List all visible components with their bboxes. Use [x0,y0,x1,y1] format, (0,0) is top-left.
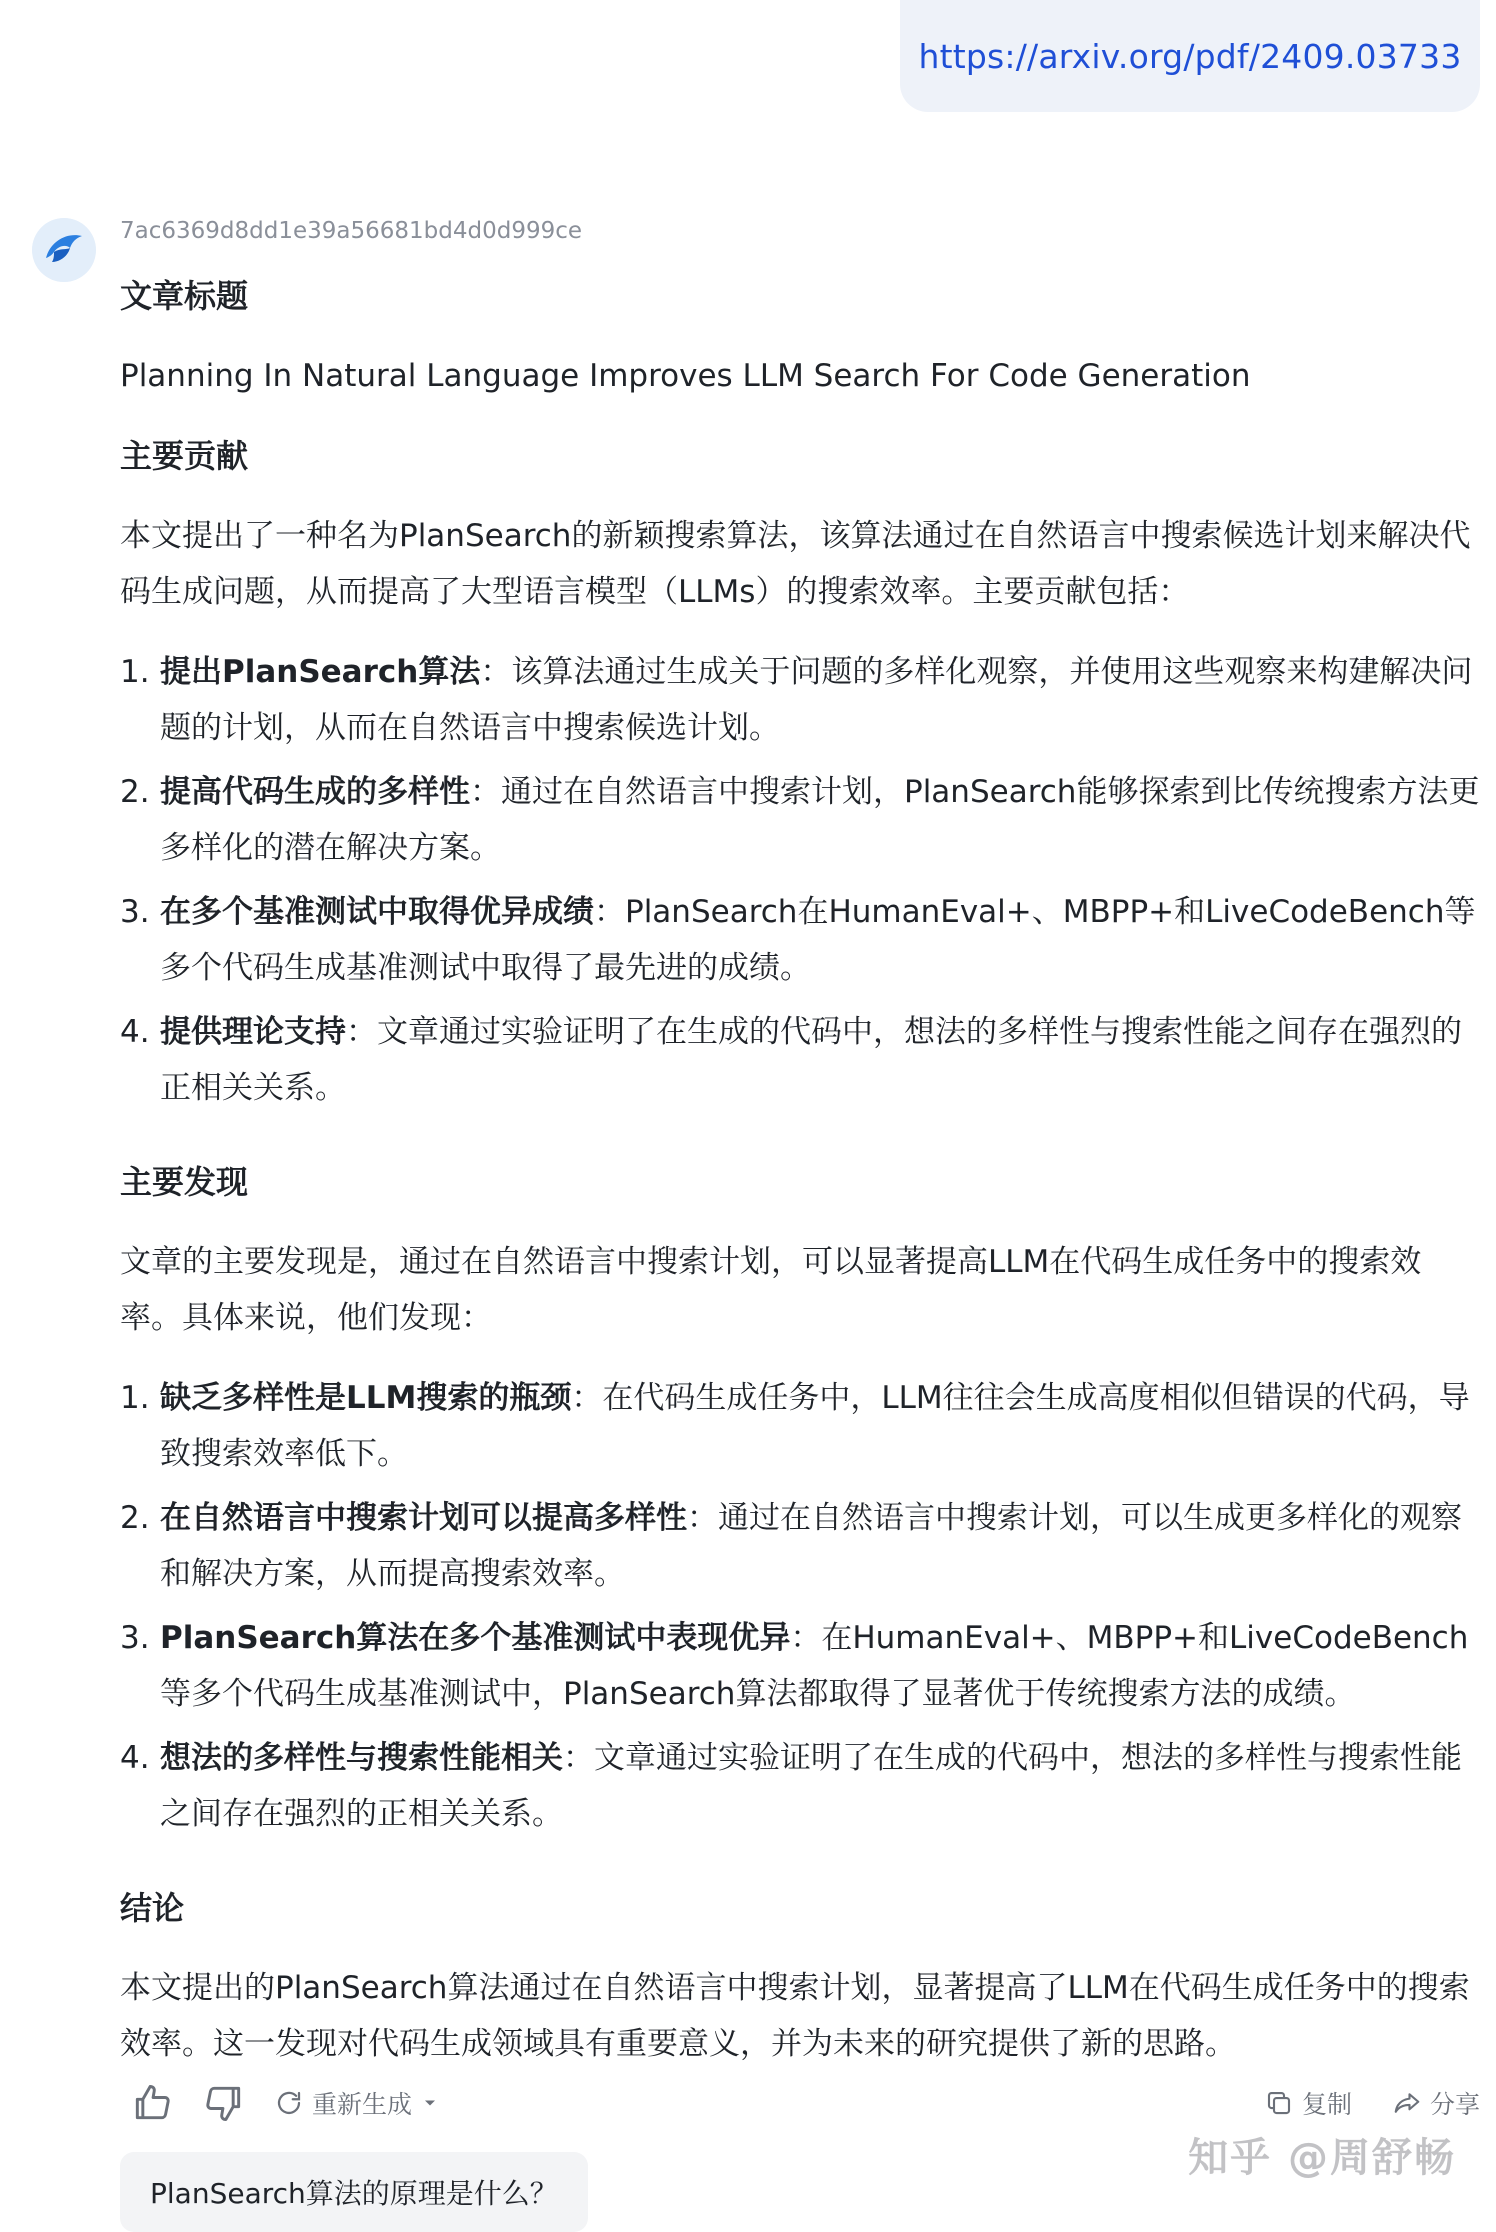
user-message-link[interactable]: https://arxiv.org/pdf/2409.03733 [918,36,1462,76]
suggested-question[interactable]: PlanSearch算法的原理是什么？ [120,2152,588,2232]
list-item: 3. PlanSearch算法在多个基准测试中表现优异：在HumanEval+、MBPP+和LiveCodeBench等多个代码生成基准测试中，PlanSearch算法都取得了显著优于传统搜索方法的成绩。 [120,1620,1469,1712]
section-heading-contributions: 主要贡献 [120,437,249,475]
message-id: 7ac6369d8dd1e39a56681bd4d0d999ce [120,218,583,244]
message-actions-bar [130,2078,1480,2128]
copy-label: 复制 [1301,2090,1352,2119]
findings-list [120,1370,1480,1842]
article-title: Planning In Natural Language Improves LLM Search For Code Generation [120,358,1251,394]
contributions-intro: 本文提出了一种名为PlanSearch的新颖搜索算法，该算法通过在自然语言中搜索候选计划来解决代码生成问题，从而提高了大型语言模型（LLMs）的搜索效率。主要贡献包括： [120,518,1471,610]
share-icon [1392,2088,1422,2118]
contributions-list [120,644,1480,1116]
list-item: 4. 想法的多样性与搜索性能相关：文章通过实验证明了在生成的代码中，想法的多样性与搜索性能之间存在强烈的正相关关系。 [120,1740,1462,1832]
list-item: 1. 提出PlanSearch算法：该算法通过生成关于问题的多样化观察，并使用这些观察来构建解决问题的计划，从而在自然语言中搜索候选计划。 [120,654,1473,746]
copy-icon [1264,2088,1294,2118]
regenerate-label: 重新生成 [312,2090,413,2119]
section-heading-title: 文章标题 [120,277,249,315]
conclusion-text: 本文提出的PlanSearch算法通过在自然语言中搜索计划，显著提高了LLM在代码生成任务中的搜索效率。这一发现对代码生成领域具有重要意义，并为未来的研究提供了新的思路。 [120,1970,1470,2062]
list-item: 2. 在自然语言中搜索计划可以提高多样性：通过在自然语言中搜索计划，可以生成更多样化的观察和解决方案，从而提高搜索效率。 [120,1500,1462,1592]
list-item: 4. 提供理论支持：文章通过实验证明了在生成的代码中，想法的多样性与搜索性能之间存在强烈的正相关关系。 [120,1014,1462,1106]
user-message-bubble [900,0,1480,112]
assistant-avatar-icon [32,218,96,282]
list-item: 2. 提高代码生成的多样性：通过在自然语言中搜索计划，PlanSearch能够探索到比传统搜索方法更多样化的潜在解决方案。 [120,774,1480,866]
section-heading-findings: 主要发现 [120,1163,249,1201]
refresh-icon [274,2088,304,2118]
copy-button[interactable] [1264,2085,1352,2121]
list-item: 3. 在多个基准测试中取得优异成绩：PlanSearch在HumanEval+、MBPP+和LiveCodeBench等多个代码生成基准测试中取得了最先进的成绩。 [120,894,1476,986]
findings-intro: 文章的主要发现是，通过在自然语言中搜索计划，可以显著提高LLM在代码生成任务中的搜索效率。具体来说，他们发现： [120,1244,1422,1336]
share-button[interactable] [1392,2085,1480,2121]
watermark: 知乎 @周舒畅 [1188,2135,1456,2181]
share-label: 分享 [1429,2090,1480,2119]
assistant-response [120,268,1480,2072]
thumbs-up-icon[interactable] [130,2081,174,2125]
thumbs-down-icon[interactable] [202,2081,246,2125]
caret-down-icon [420,2093,440,2113]
regenerate-button[interactable] [274,2085,440,2121]
list-item: 1. 缺乏多样性是LLM搜索的瓶颈：在代码生成任务中，LLM往往会生成高度相似但错误的代码，导致搜索效率低下。 [120,1380,1470,1472]
section-heading-conclusion: 结论 [120,1889,185,1927]
